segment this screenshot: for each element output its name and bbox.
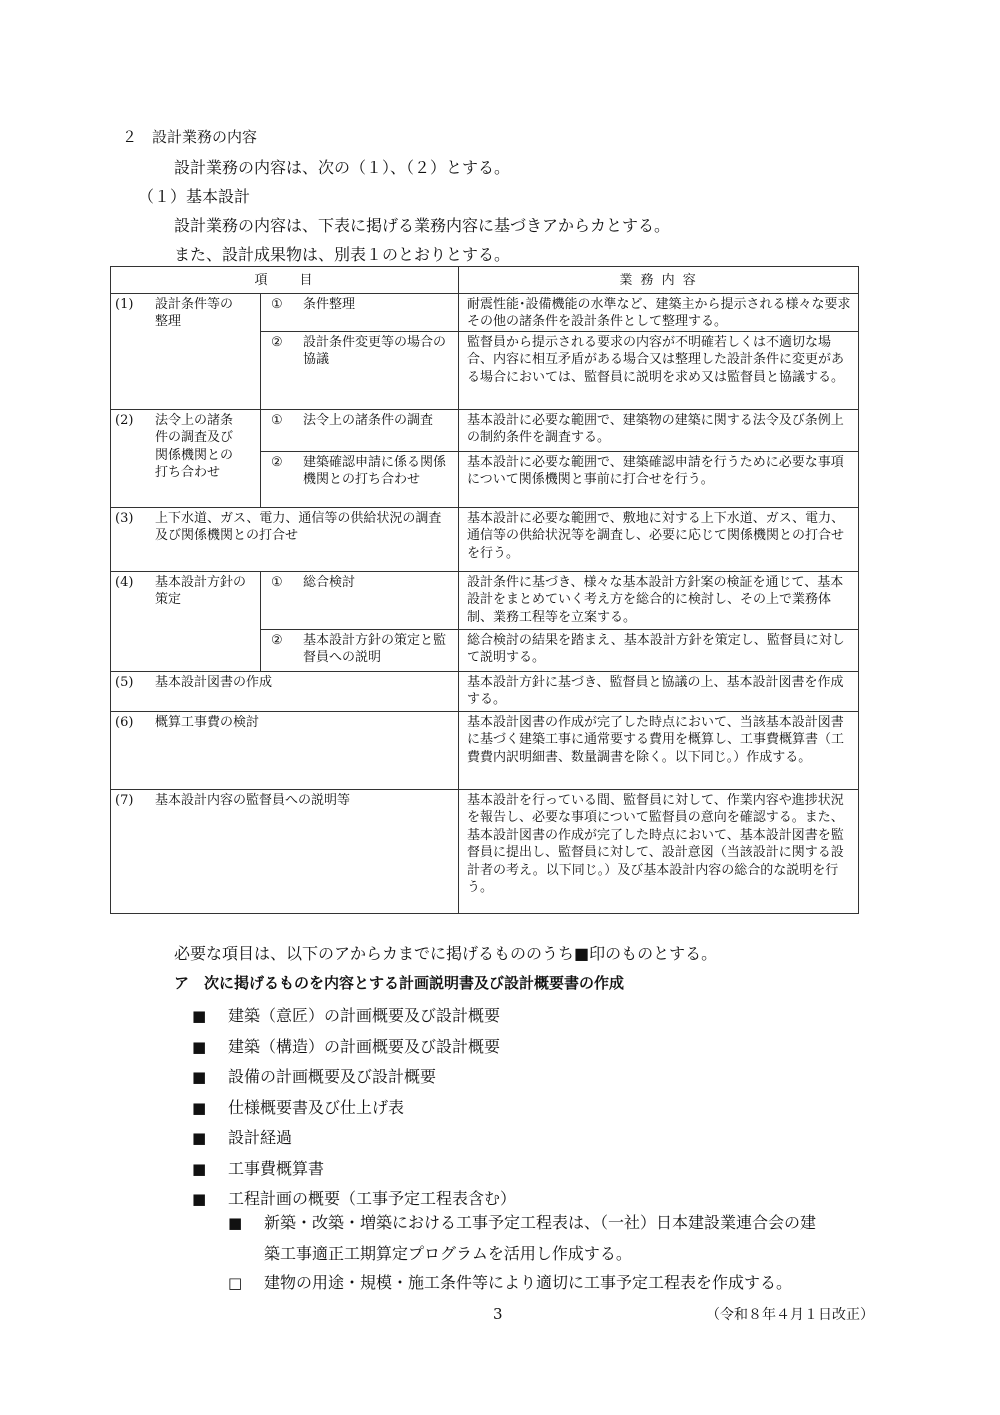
- description-cell: 基本設計に必要な範囲で、建築物の建築に関する法令及び条例上の制約条件を調査する。: [459, 409, 859, 451]
- table-row: [111, 571, 859, 629]
- row-label-cell: [111, 789, 459, 913]
- description-cell: 耐震性能･設備機能の水準など、建築主から提示される様々な要求その他の諸条件を設計条件として整理する。: [459, 293, 859, 331]
- page-number: 3: [493, 1305, 503, 1323]
- list-item: [228, 1268, 816, 1299]
- row-number: (4): [115, 574, 134, 590]
- row-number: (6): [115, 714, 134, 730]
- row-label: 設計条件等の整理: [155, 296, 234, 329]
- list-item: [192, 1032, 516, 1063]
- list-item-continuation: [228, 1239, 816, 1269]
- sub-number: ①: [271, 574, 283, 590]
- row-number: (2): [115, 412, 134, 428]
- row-label: 概算工事費の検討: [155, 714, 260, 730]
- list-item: [192, 1123, 516, 1154]
- revision-note: （令和８年４月１日改正）: [706, 1307, 874, 1323]
- sub-number: ②: [271, 334, 283, 350]
- row-label-cell: [111, 711, 459, 789]
- item-a-sub-list: [228, 1208, 816, 1299]
- row-number: (1): [115, 296, 134, 312]
- description-cell: 総合検討の結果を踏まえ、基本設計方針を策定し、監督員に対して説明する。: [459, 629, 859, 671]
- list-item-text: 新築・改築・増築における工事予定工程表は、（一社）日本建設業連合会の建: [264, 1213, 817, 1232]
- description-cell: 基本設計に必要な範囲で、敷地に対する上下水道、ガス、電力、通信等の供給状況等を調査し、必要に応じて関係機関との打合せを行う。: [459, 507, 859, 571]
- sub-item-cell: [261, 409, 459, 451]
- row-number: (5): [115, 674, 134, 690]
- row-label: 基本設計方針の策定: [155, 574, 247, 607]
- row-label-cell: [111, 671, 459, 711]
- sub-number: ①: [271, 296, 283, 312]
- sub-item-cell: [261, 331, 459, 409]
- sub-number: ②: [271, 454, 283, 470]
- table-row: [111, 789, 859, 913]
- checked-box-icon: ■: [192, 1007, 207, 1025]
- intro-text: 設計業務の内容は、次の（１）、（２）とする。: [174, 158, 511, 177]
- sub-label: 法令上の諸条件の調査: [303, 412, 434, 428]
- paragraph-1: 設計業務の内容は、下表に掲げる業務内容に基づきアからカとする。: [174, 216, 671, 235]
- row-label-cell: [111, 409, 261, 507]
- sub-label: 基本設計方針の策定と監督員への説明: [303, 632, 447, 665]
- description-cell: 設計条件に基づき、様々な基本設計方針案の検証を通じて、基本設計をまとめていく考え方を総合的に検討し、その上で業務体制、業務工程等を立案する。: [459, 571, 859, 629]
- checked-box-icon: ■: [192, 1037, 207, 1056]
- list-item: [192, 1154, 516, 1185]
- row-label: 基本設計内容の監督員への説明等: [155, 792, 351, 808]
- list-item-text: 建築（意匠）の計画概要及び設計概要: [228, 1006, 501, 1025]
- checked-box-icon: ■: [228, 1214, 243, 1232]
- list-item-text: 建築（構造）の計画概要及び設計概要: [228, 1036, 501, 1056]
- list-item-text: 設計経過: [228, 1128, 293, 1147]
- sub-number: ②: [271, 632, 283, 648]
- list-item-text: 設備の計画概要及び設計概要: [228, 1067, 437, 1086]
- list-item: [228, 1208, 816, 1239]
- list-item-text: 建物の用途・規模・施工条件等により適切に工事予定工程表を作成する。: [264, 1273, 793, 1292]
- checked-box-icon: ■: [192, 1098, 207, 1117]
- unchecked-box-icon: □: [228, 1274, 243, 1292]
- header-item: 項 目: [111, 267, 459, 294]
- table-row: [111, 293, 859, 331]
- sub-number: ①: [271, 412, 283, 428]
- table-row: [111, 507, 859, 571]
- row-label: 上下水道、ガス、電力、通信等の供給状況の調査及び関係機関との打合せ: [155, 510, 442, 543]
- sub-item-cell: [261, 451, 459, 507]
- table-row: [111, 711, 859, 789]
- row-number: (7): [115, 792, 134, 808]
- row-label-cell: [111, 293, 261, 409]
- sub-item-cell: [261, 629, 459, 671]
- sub-item-cell: [261, 293, 459, 331]
- sub-item-cell: [261, 571, 459, 629]
- header-content: 業 務 内 容: [459, 267, 859, 294]
- table-header-row: [111, 267, 859, 294]
- item-a-list: [192, 1001, 516, 1215]
- table-row: [111, 409, 859, 451]
- description-cell: 基本設計方針に基づき、監督員と協議の上、基本設計図書を作成する。: [459, 671, 859, 711]
- item-a-title: ア 次に掲げるものを内容とする計画説明書及び設計概要書の作成: [174, 974, 625, 992]
- row-label-cell: [111, 571, 261, 671]
- table-row: [111, 671, 859, 711]
- design-work-table: [110, 266, 859, 914]
- checked-box-icon: ■: [192, 1159, 207, 1178]
- row-label-cell: [111, 507, 459, 571]
- sub-heading: （１）基本設計: [138, 187, 251, 206]
- sub-label: 建築確認申請に係る関係機関との打ち合わせ: [303, 454, 447, 487]
- list-item-text: 工程計画の概要（工事予定工程表含む）: [228, 1189, 517, 1208]
- sub-label: 条件整理: [303, 296, 356, 312]
- checked-box-icon: ■: [192, 1068, 207, 1086]
- list-item: [192, 1001, 516, 1032]
- list-item-text: 築工事適正工期算定プログラムを活用し作成する。: [264, 1243, 632, 1263]
- section-heading: ２ 設計業務の内容: [122, 128, 258, 146]
- paragraph-2: また、設計成果物は、別表１のとおりとする。: [174, 245, 511, 264]
- description-cell: 基本設計を行っている間、監督員に対して、作業内容や進捗状況を報告し、必要な事項について監督員の意向を確認する。また、基本設計図書の作成が完了した時点において、基本設計図書を監督員に提出し、監督員に対して、設計意図（当該設計に関する設計者の考え。以下同じ。）及び基本設計内容の総合的な説明を行う。: [459, 789, 859, 913]
- sub-label: 設計条件変更等の場合の協議: [303, 334, 447, 367]
- row-label: 法令上の諸条件の調査及び関係機関との打ち合わせ: [155, 412, 234, 480]
- list-item: [192, 1062, 516, 1093]
- checked-box-icon: ■: [192, 1190, 207, 1208]
- description-cell: 監督員から提示される要求の内容が不明確若しくは不適切な場合、内容に相互矛盾がある場合又は整理した設計条件に変更がある場合においては、監督員に説明を求め又は監督員と協議する。: [459, 331, 859, 409]
- required-items-note: 必要な項目は、以下のアからカまでに掲げるもののうち■印のものとする。: [174, 944, 718, 963]
- row-label: 基本設計図書の作成: [155, 674, 273, 690]
- list-item-text: 仕様概要書及び仕上げ表: [228, 1097, 405, 1117]
- row-number: (3): [115, 510, 134, 526]
- description-cell: 基本設計に必要な範囲で、建築確認申請を行うために必要な事項について関係機関と事前に打合せを行う。: [459, 451, 859, 507]
- checked-box-icon: ■: [192, 1129, 207, 1147]
- list-item-text: 工事費概算書: [228, 1158, 325, 1178]
- description-cell: 基本設計図書の作成が完了した時点において、当該基本設計図書に基づく建築工事に通常要する費用を概算し、工事費概算書（工費費内訳明細書、数量調書を除く。以下同じ。）作成する。: [459, 711, 859, 789]
- list-item: [192, 1093, 516, 1124]
- sub-label: 総合検討: [303, 574, 356, 590]
